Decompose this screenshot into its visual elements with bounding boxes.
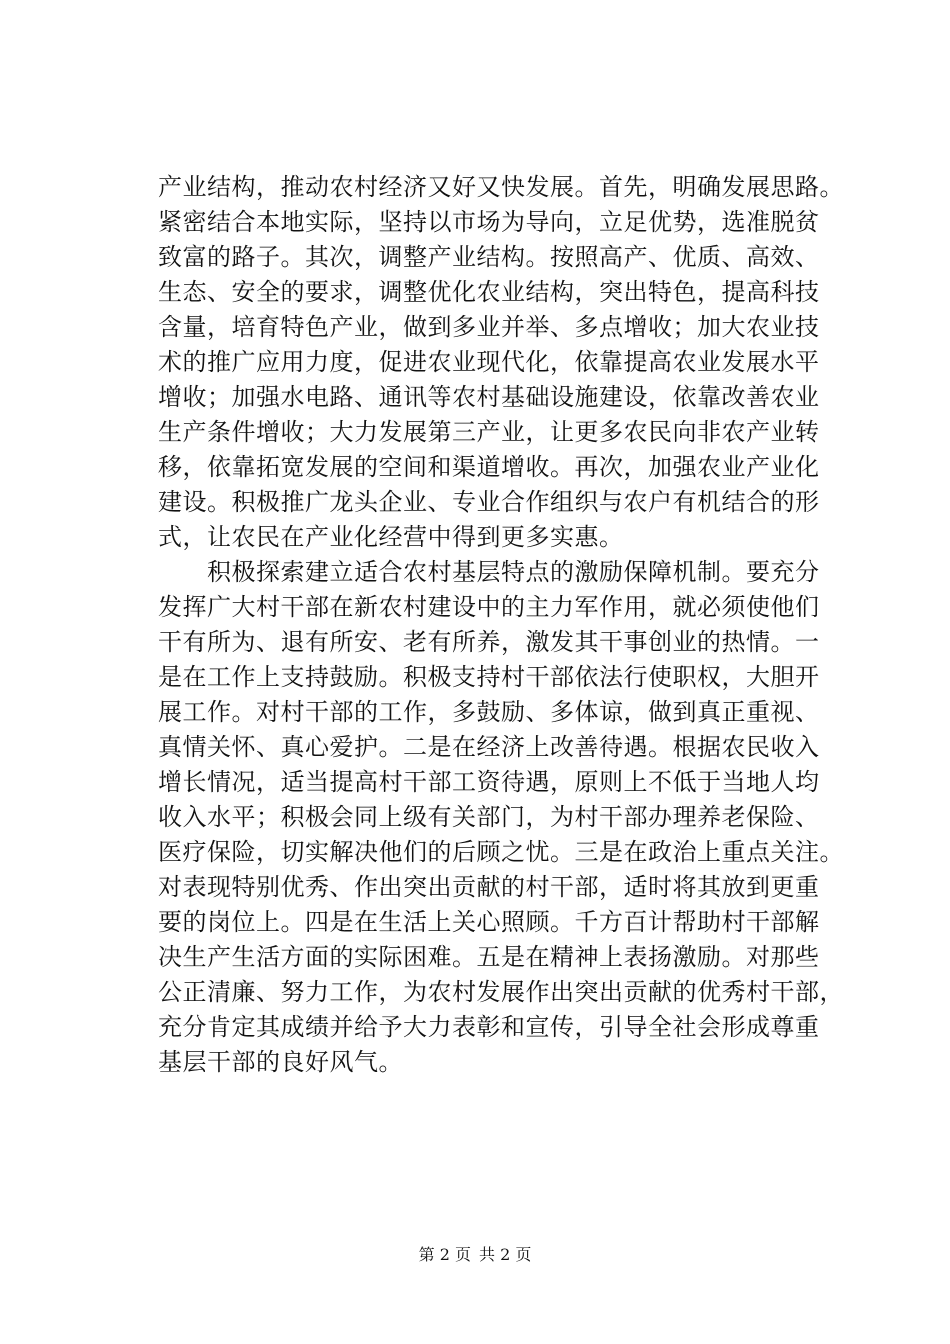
text-line: 真情关怀、真心爱护。二是在经济上改善待遇。根据农民收入 bbox=[158, 733, 820, 761]
page-number: 第 2 页 bbox=[418, 1245, 471, 1264]
text-line: 生产条件增收；大力发展第三产业，让更多农民向非农产业转 bbox=[158, 418, 820, 446]
text-line: 基层干部的良好风气。 bbox=[158, 1048, 403, 1076]
page-footer bbox=[0, 1244, 950, 1266]
text-line: 含量，培育特色产业，做到多业并举、多点增收；加大农业技 bbox=[158, 313, 820, 341]
text-line: 展工作。对村干部的工作，多鼓励、多体谅，做到真正重视、 bbox=[158, 698, 820, 726]
text-line: 增收；加强水电路、通讯等农村基础设施建设，依靠改善农业 bbox=[158, 383, 820, 411]
text-line: 决生产生活方面的实际困难。五是在精神上表扬激励。对那些 bbox=[158, 943, 820, 971]
paragraph-start-line: 积极探索建立适合农村基层特点的激励保障机制。要充分 bbox=[158, 558, 820, 586]
text-line: 式，让农民在产业化经营中得到更多实惠。 bbox=[158, 523, 624, 551]
text-line: 充分肯定其成绩并给予大力表彰和宣传，引导全社会形成尊重 bbox=[158, 1013, 820, 1041]
text-line: 收入水平；积极会同上级有关部门，为村干部办理养老保险、 bbox=[158, 803, 820, 831]
document-body bbox=[158, 170, 844, 1080]
text-line: 发挥广大村干部在新农村建设中的主力军作用，就必须使他们 bbox=[158, 593, 820, 621]
text-line: 移，依靠拓宽发展的空间和渠道增收。再次，加强农业产业化 bbox=[158, 453, 820, 481]
text-line: 要的岗位上。四是在生活上关心照顾。千方百计帮助村干部解 bbox=[158, 908, 820, 936]
text-line: 致富的路子。其次，调整产业结构。按照高产、优质、高效、 bbox=[158, 243, 820, 271]
text-line: 建设。积极推广龙头企业、专业合作组织与农户有机结合的形 bbox=[158, 488, 820, 516]
text-line: 产业结构，推动农村经济又好又快发展。首先，明确发展思路。 bbox=[158, 173, 844, 201]
text-line: 医疗保险，切实解决他们的后顾之忧。三是在政治上重点关注。 bbox=[158, 838, 844, 866]
text-line: 紧密结合本地实际，坚持以市场为导向，立足优势，选准脱贫 bbox=[158, 208, 820, 236]
text-line: 是在工作上支持鼓励。积极支持村干部依法行使职权，大胆开 bbox=[158, 663, 820, 691]
page-total: 共 2 页 bbox=[479, 1245, 532, 1264]
text-line: 增长情况，适当提高村干部工资待遇，原则上不低于当地人均 bbox=[158, 768, 820, 796]
text-line: 对表现特别优秀、作出突出贡献的村干部，适时将其放到更重 bbox=[158, 873, 820, 901]
text-line: 公正清廉、努力工作，为农村发展作出突出贡献的优秀村干部， bbox=[158, 978, 844, 1006]
text-line: 术的推广应用力度，促进农业现代化，依靠提高农业发展水平 bbox=[158, 348, 820, 376]
text-line: 生态、安全的要求，调整优化农业结构，突出特色，提高科技 bbox=[158, 278, 820, 306]
text-line: 干有所为、退有所安、老有所养，激发其干事创业的热情。一 bbox=[158, 628, 820, 656]
